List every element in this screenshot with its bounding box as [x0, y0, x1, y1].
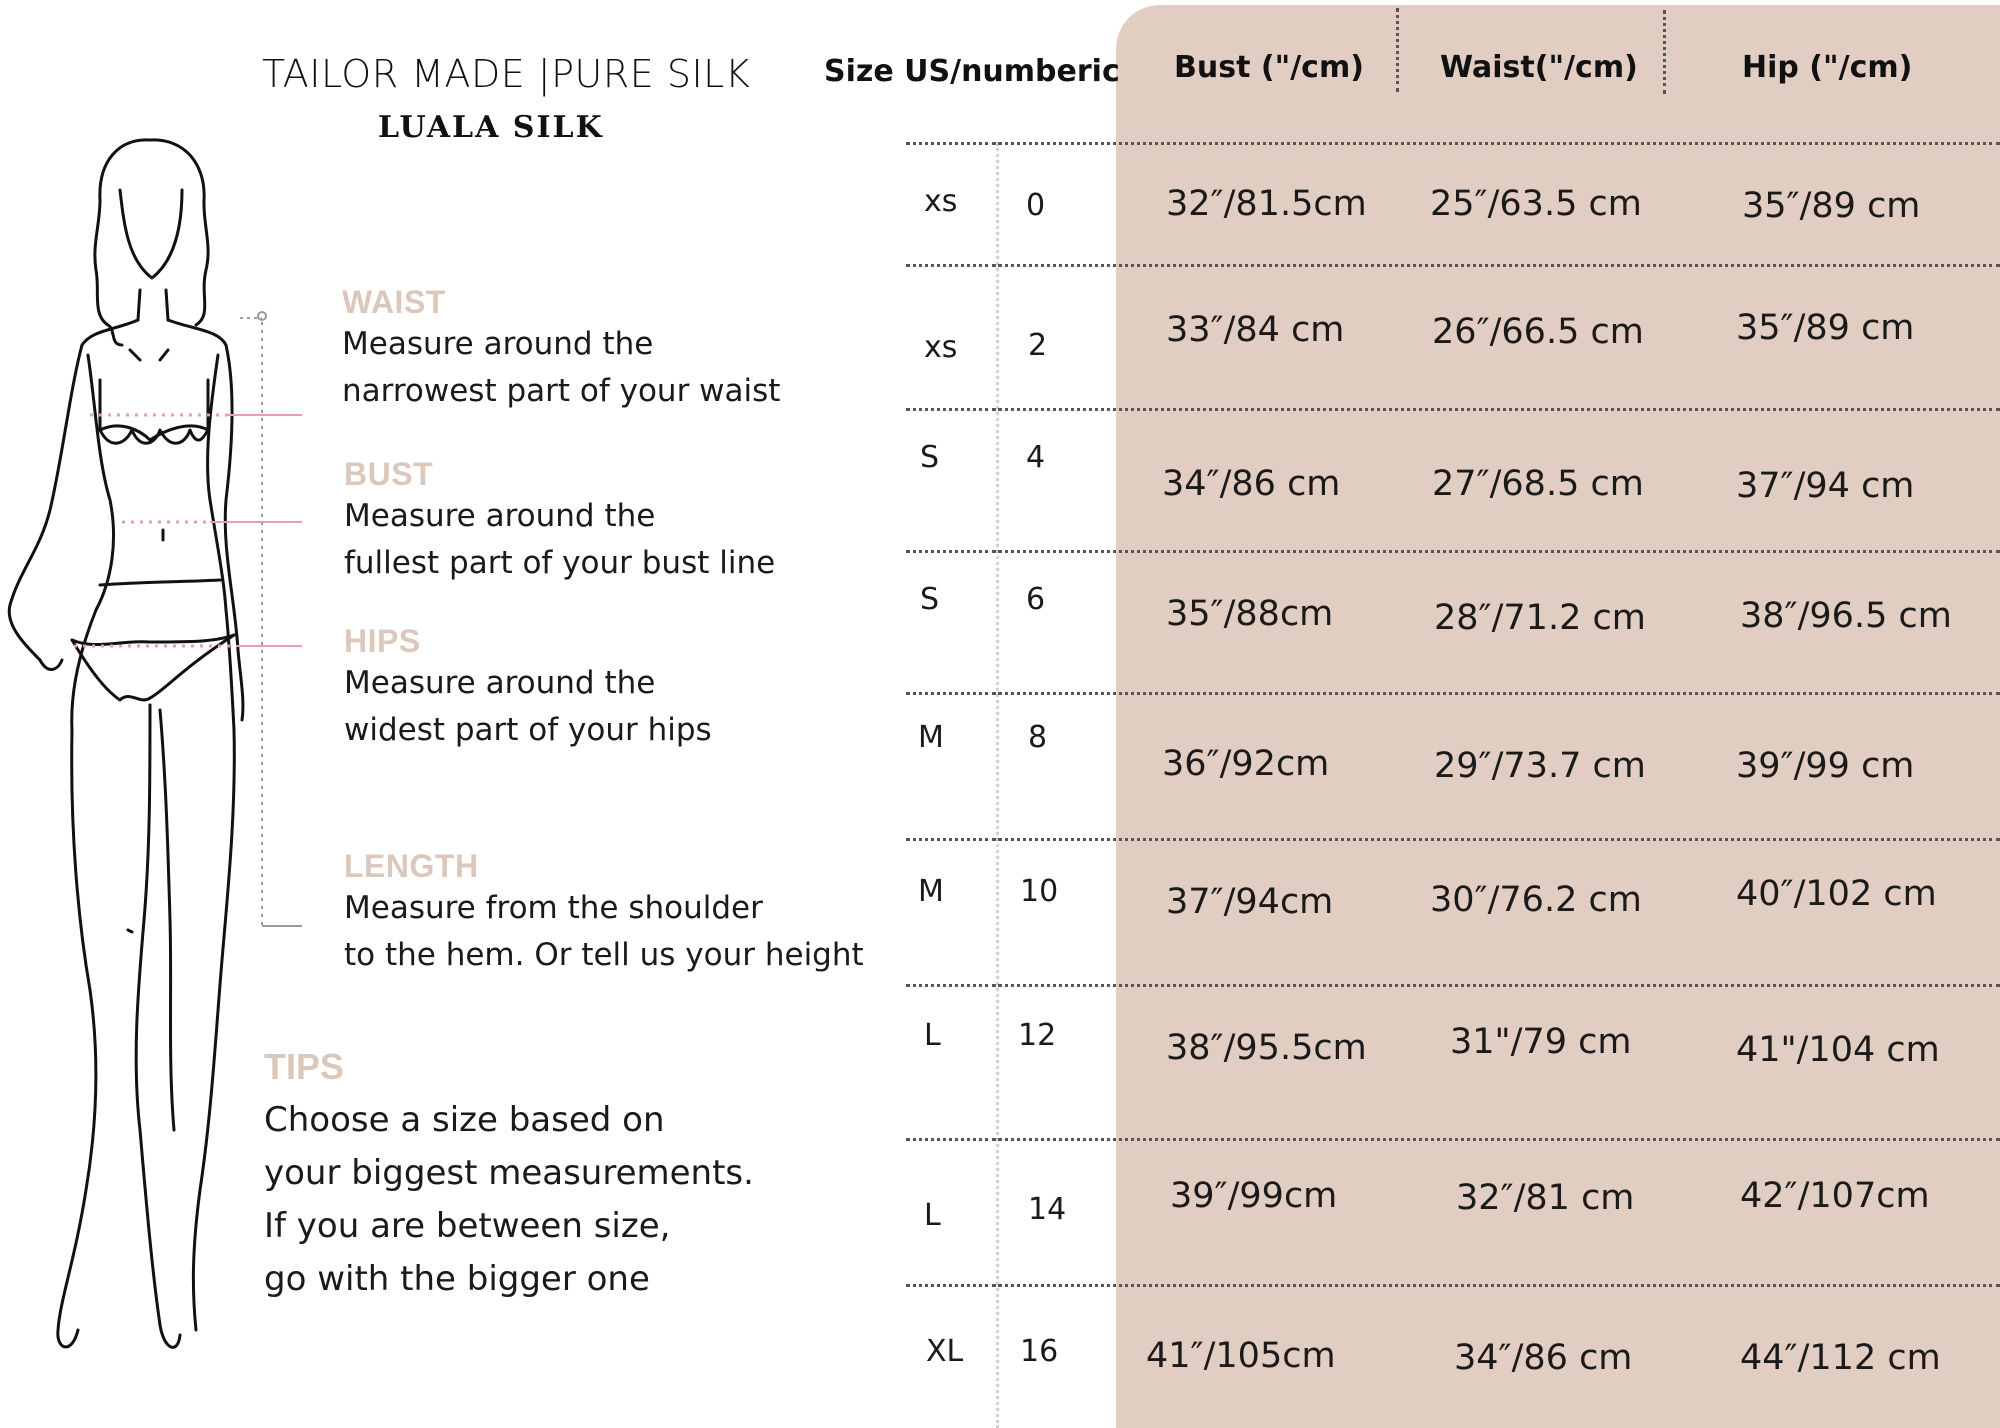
length-text-line-1: Measure from the shoulder [344, 890, 763, 926]
bust-note [344, 456, 775, 587]
row-2-numeric-size: 2 [1028, 328, 1048, 363]
row-6-numeric-size: 10 [1020, 874, 1059, 909]
length-text-line-2: to the hem. Or tell us your height [344, 937, 864, 973]
waist-text-line-1: Measure around the [342, 326, 654, 362]
tips-line-4: go with the bigger one [264, 1259, 650, 1299]
row-5-hip: 39″/99 cm [1736, 746, 1915, 786]
row-separator [906, 838, 996, 841]
header-size: Size US/numberic [824, 54, 1120, 89]
row-separator [906, 550, 996, 553]
row-6-bust: 37″/94cm [1166, 882, 1334, 922]
row-2-hip: 35″/89 cm [1736, 308, 1915, 348]
row-9-numeric-size: 16 [1020, 1334, 1059, 1369]
bust-text-line-1: Measure around the [344, 498, 656, 534]
bust-label: BUST [344, 456, 434, 492]
row-3-us-size: S [920, 440, 940, 475]
row-separator [906, 984, 996, 987]
row-separator [998, 550, 2000, 553]
length-note [344, 848, 864, 979]
row-1-us-size: xs [924, 184, 958, 219]
row-separator [906, 142, 996, 145]
tips-line-2: your biggest measurements. [264, 1153, 754, 1193]
row-6-hip: 40″/102 cm [1736, 874, 1937, 914]
row-separator [906, 264, 996, 267]
row-6-us-size: M [918, 874, 944, 909]
row-4-hip: 38″/96.5 cm [1740, 596, 1952, 636]
row-2-waist: 26″/66.5 cm [1432, 312, 1644, 352]
row-separator [998, 264, 2000, 267]
hips-text-line-1: Measure around the [344, 665, 656, 701]
hips-note [344, 623, 712, 754]
row-9-waist: 34″/86 cm [1454, 1338, 1633, 1378]
row-separator [998, 838, 2000, 841]
row-3-numeric-size: 4 [1026, 440, 1046, 475]
bust-text-line-2: fullest part of your bust line [344, 545, 776, 581]
row-4-waist: 28″/71.2 cm [1434, 598, 1646, 638]
row-8-hip: 42″/107cm [1740, 1176, 1930, 1216]
row-1-waist: 25″/63.5 cm [1430, 184, 1642, 224]
waist-label: WAIST [342, 284, 446, 320]
row-separator [906, 1138, 996, 1141]
row-separator [998, 142, 2000, 145]
waist-note [342, 284, 780, 415]
row-4-numeric-size: 6 [1026, 582, 1046, 617]
tips-section [264, 1046, 754, 1306]
row-8-waist: 32″/81 cm [1456, 1178, 1635, 1218]
row-separator [998, 692, 2000, 695]
row-8-us-size: L [924, 1198, 941, 1233]
row-7-numeric-size: 12 [1018, 1018, 1057, 1053]
header-hip: Hip ("/cm) [1742, 50, 1913, 85]
row-9-us-size: XL [926, 1334, 964, 1369]
row-separator [998, 1138, 2000, 1141]
row-5-us-size: M [918, 720, 944, 755]
header-waist: Waist("/cm) [1440, 50, 1638, 85]
length-label: LENGTH [344, 848, 479, 884]
header-divider [1396, 8, 1399, 92]
row-separator [998, 984, 2000, 987]
header-divider [1663, 10, 1666, 94]
row-7-us-size: L [924, 1018, 941, 1053]
row-3-waist: 27″/68.5 cm [1432, 464, 1644, 504]
row-1-bust: 32″/81.5cm [1166, 184, 1367, 224]
waist-text-line-2: narrowest part of your waist [342, 373, 781, 409]
row-3-hip: 37″/94 cm [1736, 466, 1915, 506]
brand-logo: LUALA SILK [378, 110, 604, 145]
tips-label: TIPS [264, 1046, 345, 1087]
row-1-numeric-size: 0 [1026, 188, 1046, 223]
row-2-us-size: xs [924, 330, 958, 365]
row-separator [906, 692, 996, 695]
row-4-bust: 35″/88cm [1166, 594, 1334, 634]
row-6-waist: 30″/76.2 cm [1430, 880, 1642, 920]
row-separator [998, 408, 2000, 411]
row-8-numeric-size: 14 [1028, 1192, 1067, 1227]
size-column-divider [996, 143, 999, 1428]
row-7-hip: 41"/104 cm [1736, 1030, 1940, 1070]
header-bust: Bust ("/cm) [1174, 50, 1364, 85]
row-1-hip: 35″/89 cm [1742, 186, 1921, 226]
row-separator [906, 408, 996, 411]
tips-line-1: Choose a size based on [264, 1100, 665, 1140]
row-8-bust: 39″/99cm [1170, 1176, 1338, 1216]
row-4-us-size: S [920, 582, 940, 617]
tips-line-3: If you are between size, [264, 1206, 671, 1246]
row-7-waist: 31"/79 cm [1450, 1022, 1632, 1062]
row-5-waist: 29″/73.7 cm [1434, 746, 1646, 786]
brand-tagline: TAILOR MADE |PURE SILK [262, 52, 751, 96]
row-7-bust: 38″/95.5cm [1166, 1028, 1367, 1068]
row-9-hip: 44″/112 cm [1740, 1338, 1941, 1378]
row-3-bust: 34″/86 cm [1162, 464, 1341, 504]
row-9-bust: 41″/105cm [1146, 1336, 1336, 1376]
row-separator [906, 1284, 996, 1287]
row-5-bust: 36″/92cm [1162, 744, 1330, 784]
row-5-numeric-size: 8 [1028, 720, 1048, 755]
hips-label: HIPS [344, 623, 421, 659]
row-2-bust: 33″/84 cm [1166, 310, 1345, 350]
hips-text-line-2: widest part of your hips [344, 712, 712, 748]
row-separator [998, 1284, 2000, 1287]
